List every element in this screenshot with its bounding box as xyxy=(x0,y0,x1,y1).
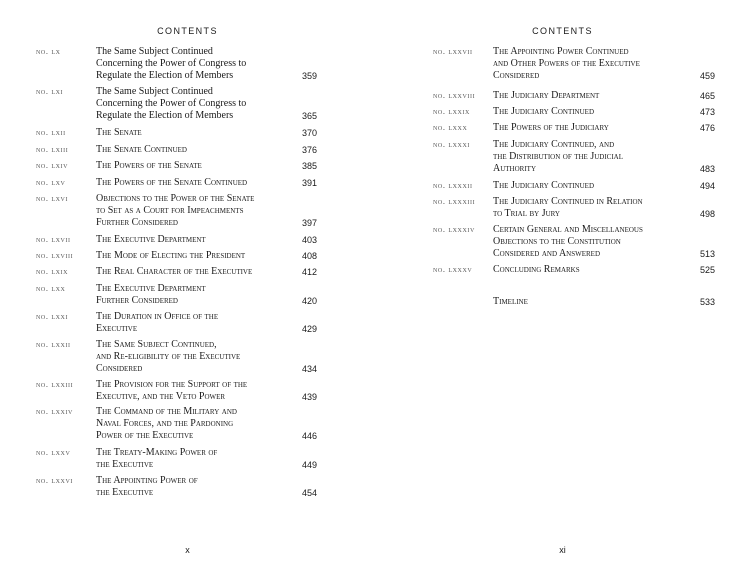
entry-page-number: 403 xyxy=(301,235,317,245)
entry-page-number: 476 xyxy=(699,123,715,133)
entry-title-line: The Senate Continued xyxy=(96,144,187,155)
entry-title-line: The Powers of the Senate Continued xyxy=(96,177,248,188)
entry-title xyxy=(96,144,187,156)
entry-title xyxy=(96,234,206,246)
entry-page-number: 359 xyxy=(301,71,317,82)
entry-title xyxy=(96,86,246,123)
contents-heading-right: CONTENTS xyxy=(532,26,593,36)
entry-title xyxy=(493,296,528,308)
entry-title xyxy=(96,339,240,376)
entry-title xyxy=(493,139,623,176)
entry-title-line: Further Considered xyxy=(96,295,178,307)
entry-title-line: Regulate the Election of Members xyxy=(96,110,234,122)
entry-title-line: Concluding Remarks xyxy=(493,264,580,275)
entry-title xyxy=(96,177,247,189)
entry-title-line: Authority xyxy=(493,163,536,175)
entry-number: no. lxiv xyxy=(36,160,69,170)
entry-page-number: 385 xyxy=(301,161,317,171)
entry-title-line: The Mode of Electing the President xyxy=(96,250,246,261)
entry-title-line: The Powers of the Judiciary xyxy=(493,122,609,133)
entry-title xyxy=(96,475,198,499)
page-folio-right: xi xyxy=(559,545,566,555)
entry-title xyxy=(96,406,237,443)
entry-number: no. lxviii xyxy=(36,250,74,260)
entry-title-line: and Re-eligibility of the Executive xyxy=(96,351,241,363)
entry-title-line: Considered xyxy=(493,70,540,82)
entry-page-number: 465 xyxy=(699,91,715,101)
entry-title xyxy=(493,90,599,102)
entry-title xyxy=(96,193,254,230)
entry-title-line: The Appointing Power of xyxy=(96,475,198,486)
entry-number: no. lxx xyxy=(36,283,66,293)
entry-title-line: Objections to the Constitution xyxy=(493,236,621,248)
entry-title xyxy=(96,447,217,471)
entry-number: no. lxxxii xyxy=(433,180,473,190)
entry-title-line: The Same Subject Continued xyxy=(96,86,213,97)
right-page xyxy=(375,0,750,571)
entry-number: no. lxxv xyxy=(36,447,71,457)
entry-title xyxy=(493,224,643,261)
entry-title-line: Considered xyxy=(96,363,143,375)
entry-title xyxy=(96,160,202,172)
entry-number: no. lxxx xyxy=(433,122,468,132)
entry-title-line: The Executive Department xyxy=(96,234,206,245)
entry-title-line: Executive xyxy=(96,323,138,335)
entry-page-number: 391 xyxy=(301,178,317,188)
entry-number: no. lxv xyxy=(36,177,66,187)
entry-page-number: 494 xyxy=(699,181,715,191)
entry-page-number: 370 xyxy=(301,128,317,138)
entry-page-number: 533 xyxy=(699,297,715,307)
entry-number: no. lxxii xyxy=(36,339,71,349)
entry-title-line: The Judiciary Department xyxy=(493,90,600,101)
entry-page-number: 376 xyxy=(301,145,317,155)
entry-number: no. lxii xyxy=(36,127,66,137)
entry-number: no. lx xyxy=(36,46,61,56)
entry-title xyxy=(493,264,580,276)
entry-page-number: 498 xyxy=(699,209,715,220)
entry-title-line: The Senate xyxy=(96,127,142,138)
entry-number: no. lxvii xyxy=(36,234,71,244)
entry-title-line: The Powers of the Senate xyxy=(96,160,202,171)
entry-title-line: and Other Powers of the Executive xyxy=(493,58,640,70)
entry-number: no. lxxix xyxy=(433,106,470,116)
entry-page-number: 483 xyxy=(699,164,715,175)
entry-title-line: The Appointing Power Continued xyxy=(493,46,629,57)
entry-title-line: Further Considered xyxy=(96,217,178,229)
entry-title-line: the Distribution of the Judicial xyxy=(493,151,623,163)
entry-title-line: Power of the Executive xyxy=(96,430,194,442)
entry-title xyxy=(96,311,218,335)
entry-number: no. lxxvi xyxy=(36,475,73,485)
entry-title-line: Executive, and the Veto Power xyxy=(96,391,226,403)
entry-title xyxy=(493,180,594,192)
entry-title-line: Considered and Answered xyxy=(493,248,601,260)
entry-page-number: 365 xyxy=(301,111,317,122)
entry-title xyxy=(493,106,594,118)
entry-title xyxy=(493,46,640,83)
entry-number: no. lxxiv xyxy=(36,406,73,416)
entry-page-number: 412 xyxy=(301,267,317,277)
entry-title-line: The Judiciary Continued, and xyxy=(493,139,615,150)
entry-title-line: The Duration in Office of the xyxy=(96,311,219,322)
entry-number: no. lxxxi xyxy=(433,139,470,149)
entry-title-line: The Judiciary Continued xyxy=(493,180,594,191)
entry-number: no. lxix xyxy=(36,266,69,276)
entry-title-line: Concerning the Power of Congress to xyxy=(96,98,247,110)
entry-page-number: 439 xyxy=(301,392,317,403)
entry-title-line: The Executive Department xyxy=(96,283,206,294)
entry-page-number: 434 xyxy=(301,364,317,375)
entry-title xyxy=(96,266,252,278)
entry-page-number: 429 xyxy=(301,324,317,335)
entry-title xyxy=(493,122,609,134)
entry-title-line: Naval Forces, and the Pardoning xyxy=(96,418,234,430)
entry-title-line: Objections to the Power of the Senate xyxy=(96,193,255,204)
entry-number: no. lxi xyxy=(36,86,64,96)
entry-page-number: 397 xyxy=(301,218,317,229)
entry-title-line: The Same Subject Continued xyxy=(96,46,213,57)
entry-page-number: 525 xyxy=(699,265,715,275)
entry-number: no. lxxxiv xyxy=(433,224,475,234)
entry-number: no. lxxxv xyxy=(433,264,473,274)
entry-page-number: 459 xyxy=(699,71,715,82)
toc-right xyxy=(375,0,750,571)
entry-page-number: 513 xyxy=(699,249,715,260)
contents-heading-left: CONTENTS xyxy=(157,26,218,36)
entry-number: no. lxxvii xyxy=(433,46,473,56)
entry-title-line: The Treaty-Making Power of xyxy=(96,447,218,458)
entry-number: no. lxxxiii xyxy=(433,196,476,206)
entry-page-number: 446 xyxy=(301,431,317,442)
entry-title-line: Certain General and Miscellaneous xyxy=(493,224,643,235)
entry-number: no. lxxiii xyxy=(36,379,74,389)
entry-number: no. lxxviii xyxy=(433,90,476,100)
entry-title-line: to Trial by Jury xyxy=(493,208,560,220)
entry-number: no. lxiii xyxy=(36,144,69,154)
entry-title-line: The Provision for the Support of the xyxy=(96,379,248,390)
entry-title-line: Regulate the Election of Members xyxy=(96,70,234,82)
entry-title-line: Timeline xyxy=(493,296,528,307)
page-folio-left: x xyxy=(185,545,190,555)
entry-title xyxy=(96,379,247,403)
entry-page-number: 408 xyxy=(301,251,317,261)
entry-title-line: the Executive xyxy=(96,487,154,499)
entry-title-line: The Judiciary Continued xyxy=(493,106,594,117)
entry-title xyxy=(96,283,206,307)
entry-title xyxy=(493,196,643,220)
entry-number: no. lxvi xyxy=(36,193,69,203)
entry-page-number: 420 xyxy=(301,296,317,307)
entry-title-line: to Set as a Court for Impeachments xyxy=(96,205,244,217)
entry-title xyxy=(96,250,245,262)
entry-title xyxy=(96,127,142,139)
entry-title-line: The Judiciary Continued in Relation xyxy=(493,196,643,207)
entry-title-line: The Command of the Military and xyxy=(96,406,237,417)
entry-page-number: 473 xyxy=(699,107,715,117)
entry-number: no. lxxi xyxy=(36,311,69,321)
entry-page-number: 454 xyxy=(301,488,317,499)
entry-page-number: 449 xyxy=(301,460,317,471)
entry-title-line: Concerning the Power of Congress to xyxy=(96,58,247,70)
entry-title xyxy=(96,46,246,83)
entry-title-line: The Same Subject Continued, xyxy=(96,339,217,350)
entry-title-line: The Real Character of the Executive xyxy=(96,266,253,277)
entry-title-line: the Executive xyxy=(96,459,154,471)
